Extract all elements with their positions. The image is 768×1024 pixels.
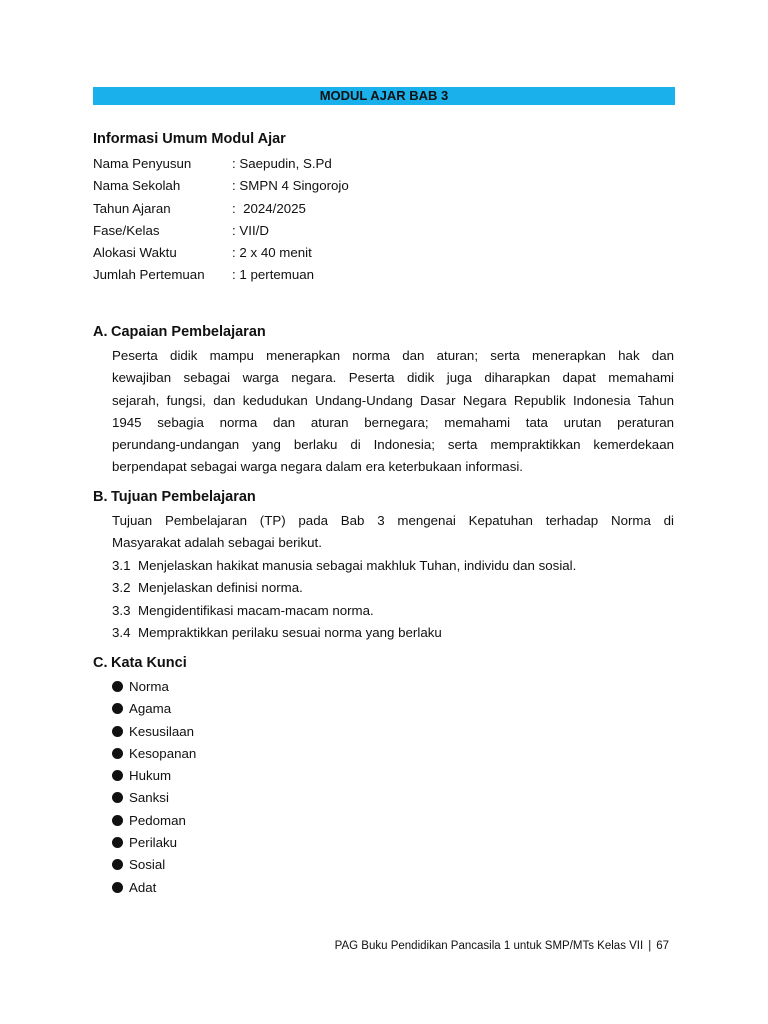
section-a-paragraph (112, 345, 674, 479)
keyword: Pedoman (129, 812, 186, 828)
paragraph-line: sejarah, fungsi, dan kedudukan Undang-Undang Dasar Negara Republik Indonesia Tahun (112, 392, 674, 408)
bullet-icon (112, 748, 123, 759)
list-item (112, 577, 576, 599)
section-title: Tujuan Pembelajaran (111, 489, 256, 505)
bullet-icon (112, 681, 123, 692)
info-value: : 1 pertemuan (232, 267, 315, 283)
page-number: 67 (656, 940, 669, 952)
paragraph-line: perundang-undangan yang berlaku di Indonesia; serta mempraktikkan kemerdekaan (112, 437, 674, 453)
section-letter: C. (93, 655, 108, 671)
info-value: : SMPN 4 Singorojo (232, 178, 349, 194)
bullet-icon (112, 815, 123, 826)
bullet-icon (112, 726, 123, 737)
paragraph-line: berpendapat sebagai warga negara dalam era keterbukaan informasi. (112, 459, 523, 475)
list-item (112, 743, 196, 765)
list-item (112, 832, 196, 854)
paragraph-line: Peserta didik mampu menerapkan norma dan aturan; serta menerapkan hak dan (112, 348, 674, 363)
info-label: Jumlah Pertemuan (93, 267, 205, 283)
item-number: 3.1 (112, 558, 131, 573)
info-value: : 2 x 40 menit (232, 245, 312, 261)
footer-text: PAG Buku Pendidikan Pancasila 1 untuk SMP/MTs Kelas VII (334, 940, 644, 952)
bullet-icon (112, 770, 123, 781)
footer-separator: | (648, 940, 652, 952)
list-item (112, 622, 576, 644)
keyword: Perilaku (129, 835, 178, 851)
item-text: Menjelaskan hakikat manusia sebagai makhluk Tuhan, individu dan sosial. (138, 558, 577, 573)
keyword: Kesopanan (129, 745, 197, 761)
keyword: Adat (129, 879, 157, 895)
info-value: : VII/D (232, 222, 269, 238)
list-item (112, 676, 196, 698)
bullet-icon (112, 882, 123, 893)
item-text: Mempraktikkan perilaku sesuai norma yang berlaku (138, 624, 442, 640)
section-letter: B. (93, 489, 108, 505)
bullet-icon (112, 837, 123, 848)
section-title: Kata Kunci (111, 655, 187, 671)
item-text: Menjelaskan definisi norma. (138, 580, 303, 596)
info-value: : Saepudin, S.Pd (232, 156, 332, 171)
section-b-heading (93, 489, 256, 505)
section-c-heading (93, 655, 187, 671)
keyword: Agama (129, 701, 172, 717)
info-label: Alokasi Waktu (93, 245, 177, 261)
info-label: Tahun Ajaran (93, 200, 171, 216)
bullet-icon (112, 703, 123, 714)
list-item (112, 765, 196, 787)
info-label: Nama Sekolah (93, 178, 181, 194)
paragraph-line: Tujuan Pembelajaran (TP) pada Bab 3 mengenai Kepatuhan terhadap Norma di (112, 513, 674, 528)
list-item (112, 555, 576, 577)
list-item (112, 721, 196, 743)
paragraph-line: kewajiban sebagai warga negara. Peserta didik juga diharapkan dapat memahami (112, 370, 674, 386)
keyword: Sanksi (129, 790, 169, 806)
info-value: : 2024/2025 (232, 200, 306, 216)
list-item (112, 854, 196, 876)
item-text: Mengidentifikasi macam-macam norma. (138, 602, 374, 618)
item-number: 3.3 (112, 602, 131, 618)
keyword: Sosial (129, 857, 166, 873)
bullet-icon (112, 792, 123, 803)
section-a-heading (93, 324, 266, 340)
paragraph-line: Masyarakat adalah sebagai berikut. (112, 535, 322, 551)
section-letter: A. (93, 324, 108, 340)
list-item (112, 877, 196, 899)
keyword: Norma (129, 679, 169, 694)
paragraph-line: 1945 sebagia norma dan aturan bernegara; memahami tata urutan peraturan (112, 414, 674, 430)
objectives-list (112, 555, 576, 644)
list-item (112, 600, 576, 622)
list-item (112, 810, 196, 832)
module-title-banner: MODUL AJAR BAB 3 (93, 87, 675, 105)
list-item (112, 698, 196, 720)
info-label: Nama Penyusun (93, 156, 192, 171)
keyword: Hukum (129, 768, 172, 784)
bullet-icon (112, 859, 123, 870)
page-footer (335, 940, 669, 952)
info-label: Fase/Kelas (93, 222, 160, 238)
keywords-list (112, 676, 196, 899)
section-b-paragraph (112, 510, 674, 555)
item-number: 3.4 (112, 624, 131, 640)
section-title: Capaian Pembelajaran (111, 324, 266, 340)
info-heading: Informasi Umum Modul Ajar (93, 131, 286, 147)
item-number: 3.2 (112, 580, 131, 596)
keyword: Kesusilaan (129, 723, 195, 739)
list-item (112, 787, 196, 809)
